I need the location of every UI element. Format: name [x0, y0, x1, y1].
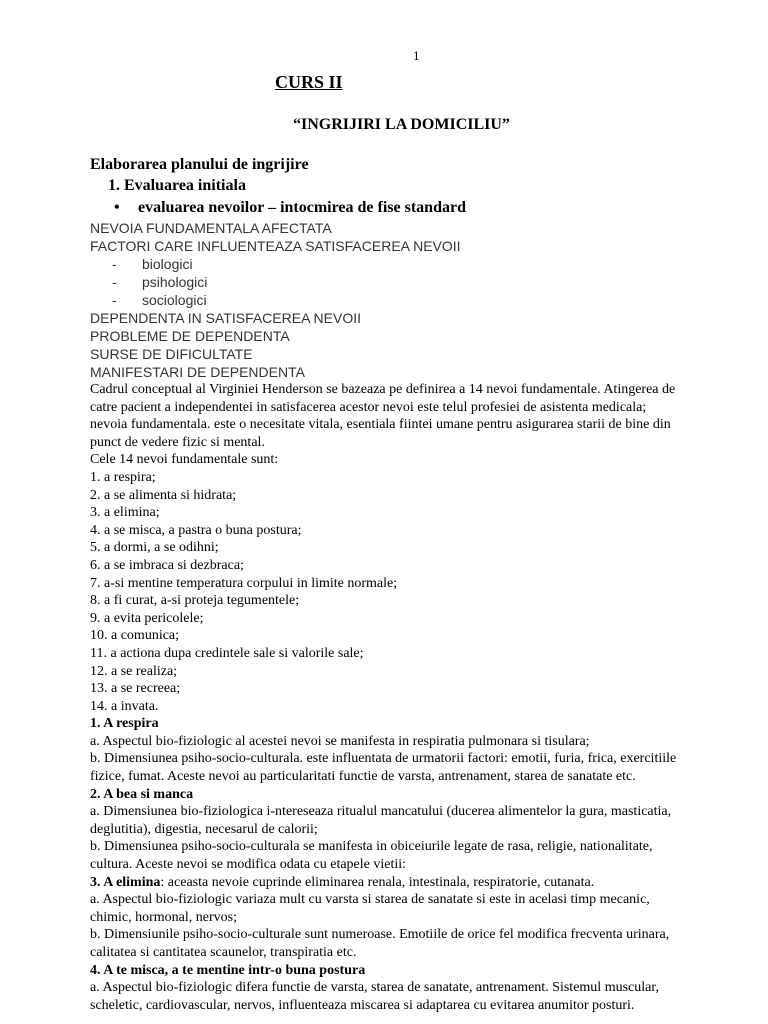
dash-icon: -: [112, 256, 117, 272]
section-2-line: b. Dimensiunea psiho-socio-culturala se manifesta in obiceiurile legate de rasa, religie, nationalitate,: [90, 839, 653, 855]
need-item: 9. a evita pericolele;: [90, 610, 204, 626]
course-title: CURS II: [275, 72, 343, 92]
need-item: 11. a actiona dupa credintele sale si valorile sale;: [90, 645, 364, 661]
section-3-line: a. Aspectul bio-fiziologic variaza mult cu varsta si starea de sanatate si este in acelasi timp mecanic,: [90, 892, 650, 908]
intro-line: punct de vedere fizic si mental.: [90, 434, 265, 450]
need-item: 7. a-si mentine temperatura corpului in limite normale;: [90, 575, 398, 591]
bullet-text: evaluarea nevoilor – intocmirea de fise standard: [138, 199, 466, 216]
caps-line: PROBLEME DE DEPENDENTA: [90, 328, 290, 344]
intro-line: catre pacient a independentei in satisfacerea acestor nevoi este telul profesiei de asistenta medicala;: [90, 399, 647, 415]
section-4-heading: [90, 962, 750, 980]
factor-text: psihologici: [142, 274, 208, 290]
need-item: 12. a se realiza;: [90, 663, 178, 679]
document-subtitle: “INGRIJIRI LA DOMICILIU”: [293, 116, 510, 133]
dash-icon: -: [112, 274, 117, 290]
section-1-line: b. Dimensiunea psiho-socio-culturala. este influentata de urmatorii factori: emotii, furia, frica, exercitiile: [90, 751, 677, 767]
bullet-item: [114, 197, 750, 219]
section-1-line: a. Aspectul bio-fiziologic al acestei nevoi se manifesta in respiratia pulmonara si tisulara;: [90, 733, 590, 749]
need-item: 6. a se imbraca si dezbraca;: [90, 557, 244, 573]
intro-line: Cele 14 nevoi fundamentale sunt:: [90, 452, 279, 468]
section-4-line: scheletic, cardiovascular, nervos, influenteaza miscarea si adaptarea cu evitarea anumitor posturi.: [90, 997, 635, 1013]
factor-item: [112, 255, 750, 273]
section-1-heading: [90, 715, 750, 733]
section-3-heading: [90, 874, 750, 892]
bullet-icon: •: [114, 199, 120, 216]
need-item: 13. a se recreea;: [90, 681, 181, 697]
caps-line: MANIFESTARI DE DEPENDENTA: [90, 364, 305, 380]
caps-line: FACTORI CARE INFLUENTEAZA SATISFACEREA NEVOII: [90, 238, 461, 254]
factor-text: sociologici: [142, 292, 207, 308]
page-number: 1: [413, 48, 420, 63]
section-heading: Elaborarea planului de ingrijire: [90, 156, 309, 173]
section-2-line: a. Dimensiunea bio-fiziologica i-ntereseaza ritualul mancatului (ducerea alimentelor la gura, masticatia,: [90, 804, 672, 820]
section-2-heading: [90, 786, 750, 804]
need-item: 14. a invata.: [90, 698, 159, 714]
intro-line: nevoia fundamentala. este o necesitate vitala, esentiala fiintei umane pentru asigurarea starii de bine din: [90, 417, 671, 433]
caps-line: NEVOIA FUNDAMENTALA AFECTATA: [90, 220, 332, 236]
caps-line: DEPENDENTA IN SATISFACEREA NEVOII: [90, 310, 361, 326]
section-2-title: 2. A bea si manca: [90, 786, 194, 802]
caps-line: SURSE DE DIFICULTATE: [90, 346, 253, 362]
section-2-line: deglutitia), digestia, necesarul de calorii;: [90, 821, 318, 837]
section-4-title: 4. A te misca, a te mentine intr-o buna postura: [90, 962, 366, 978]
need-item: 5. a dormi, a se odihni;: [90, 540, 219, 556]
factor-item: [112, 291, 750, 309]
document-body: [90, 155, 750, 1014]
need-item: 8. a fi curat, a-si proteja tegumentele;: [90, 593, 300, 609]
section-3-line: chimic, hormonal, nervos;: [90, 909, 237, 925]
dash-icon: -: [112, 292, 117, 308]
section-2-line: cultura. Aceste nevoi se modifica odata cu etapele vietii:: [90, 857, 407, 873]
need-item: 3. a elimina;: [90, 505, 160, 521]
intro-line: Cadrul conceptual al Virginiei Henderson se bazeaza pe definirea a 14 nevoi fundamentale. Atingerea de: [90, 382, 676, 397]
need-item: 10. a comunica;: [90, 628, 180, 644]
need-item: 4. a se misca, a pastra o buna postura;: [90, 522, 302, 538]
factor-item: [112, 273, 750, 291]
section-3-intro: : aceasta nevoie cuprinde eliminarea renala, intestinala, respiratorie, cutanata.: [160, 874, 595, 890]
need-item: 1. a respira;: [90, 469, 156, 485]
need-item: 2. a se alimenta si hidrata;: [90, 487, 237, 503]
factor-text: biologici: [142, 256, 193, 272]
numbered-item: 1. Evaluarea initiala: [108, 177, 246, 194]
section-1-line: fizice, fumat. Aceste nevoi au particularitati functie de varsta, antrenament, starea de sanatate etc.: [90, 769, 636, 785]
section-3-line: calitatea si cantitatea scaunelor, transpiratia etc.: [90, 945, 357, 960]
section-1-title: 1. A respira: [90, 716, 159, 732]
section-3-line: b. Dimensiunile psiho-socio-culturale sunt numeroase. Emotiile de orice fel modifica frecventa urinara,: [90, 927, 670, 943]
section-3-title: 3. A elimina: [90, 874, 161, 890]
section-4-line: a. Aspectul bio-fiziologic difera functie de varsta, starea de sanatate, antrenament. Sistemul muscular,: [90, 980, 659, 996]
